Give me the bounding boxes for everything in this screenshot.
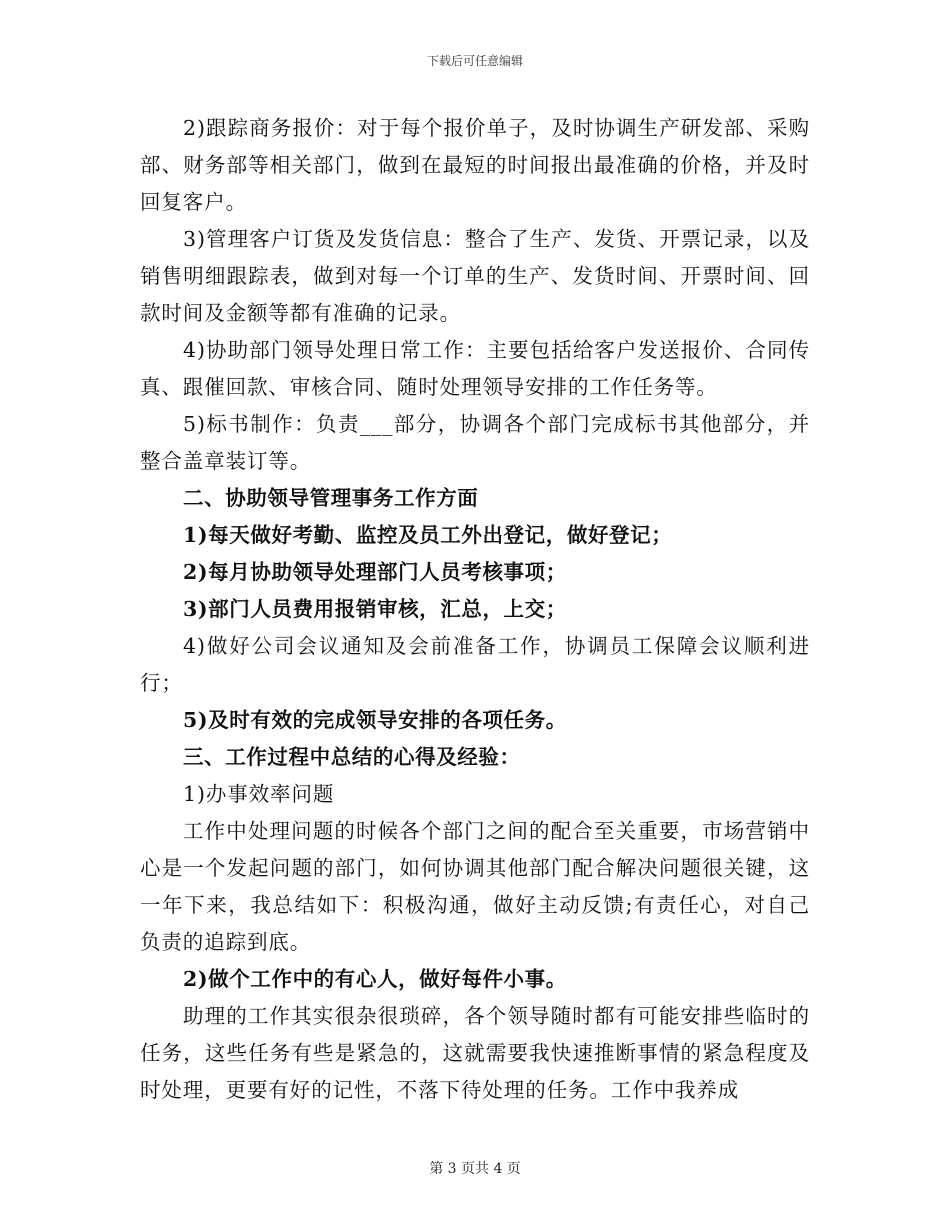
paragraph-8: 4)做好公司会议通知及会前准备工作，协调员工保障会议顺利进行； <box>140 634 810 695</box>
paragraph-5: 1)每天做好考勤、监控及员工外出登记，做好登记； <box>183 523 673 547</box>
subheading-attentive: 2)做个工作中的有心人，做好每件小事。 <box>183 967 567 991</box>
paragraph-7: 3)部门人员费用报销审核，汇总，上交； <box>183 597 567 621</box>
paragraph-6: 2)每月协助领导处理部门人员考核事项； <box>183 560 567 584</box>
document-body <box>140 110 810 1109</box>
paragraph-9: 5)及时有效的完成领导安排的各项任务。 <box>183 708 567 732</box>
paragraph-10: 工作中处理问题的时候各个部门之间的配合至关重要，市场营销中心是一个发起问题的部门，如何协调其他部门配合解决问题很关键，这一年下来，我总结如下：积极沟通，做好主动反馈;有责任心，对自己负责的追踪到底。 <box>140 819 810 954</box>
subheading-efficiency: 1)办事效率问题 <box>183 782 335 806</box>
paragraph-11: 助理的工作其实很杂很琐碎，各个领导随时都有可能安排些临时的任务，这些任务有些是紧急的，这就需要我快速推断事情的紧急程度及时处理，更要有好的记性，不落下待处理的任务。工作中我养成 <box>140 1004 810 1102</box>
paragraph-1: 2)跟踪商务报价：对于每个报价单子，及时协调生产研发部、采购部、财务部等相关部门，做到在最短的时间报出最准确的价格，并及时回复客户。 <box>140 116 810 214</box>
section-heading-2: 二、协助领导管理事务工作方面 <box>183 486 479 510</box>
section-heading-3: 三、工作过程中总结的心得及经验： <box>183 745 521 769</box>
paragraph-2: 3)管理客户订货及发货信息：整合了生产、发货、开票记录，以及销售明细跟踪表，做到对每一个订单的生产、发货时间、开票时间、回款时间及金额等都有准确的记录。 <box>140 227 810 325</box>
paragraph-4: 5)标书制作：负责___部分，协调各个部门完成标书其他部分，并整合盖章装订等。 <box>140 412 810 473</box>
paragraph-3: 4)协助部门领导处理日常工作：主要包括给客户发送报价、合同传真、跟催回款、审核合同、随时处理领导安排的工作任务等。 <box>140 338 810 399</box>
page-footer: 第 3 页共 4 页 <box>429 1161 521 1177</box>
page-header: 下载后可任意编辑 <box>426 54 523 68</box>
